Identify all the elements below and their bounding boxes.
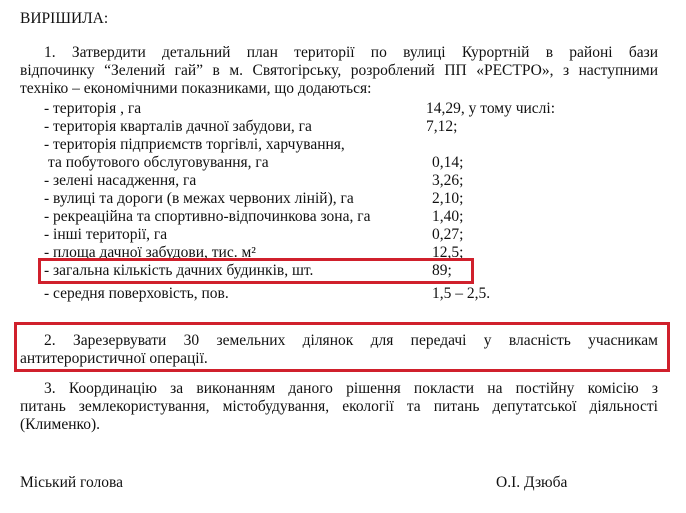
item3-line-1: 3. Координацію за виконанням даного рішення покласти на постійну комісію з	[44, 380, 658, 397]
indicator-label: та побутового обслуговування, га	[48, 154, 269, 171]
indicator-label: - середня поверховість, пов.	[44, 285, 229, 302]
indicator-label: - територія кварталів дачної забудови, га	[44, 118, 312, 135]
item2-line-2: антитерористичної операції.	[20, 350, 208, 367]
decision-heading: ВИРІШИЛА:	[20, 10, 109, 27]
signature-name: О.І. Дзюба	[496, 474, 568, 491]
indicator-value: 14,29, у тому числі:	[426, 100, 556, 117]
indicator-label: - площа дачної забудови, тис. м²	[44, 244, 256, 261]
item1-line-3: техніко – економічними показниками, що додаються:	[20, 80, 372, 97]
indicator-value: 12,5;	[432, 244, 464, 261]
item2-line-1: 2. Зарезервувати 30 земельних ділянок для передачі у власність учасникам	[44, 332, 658, 349]
indicator-label: - рекреаційна та спортивно-відпочинкова зона, га	[44, 208, 371, 225]
item1-line-2: відпочинку “Зелений гай” в м. Святогірську, розроблений ПП «РЕСТРО», з наступними	[20, 62, 658, 79]
item3-line-3: (Клименко).	[20, 416, 101, 433]
signature-position: Міський голова	[20, 474, 124, 491]
indicator-label: - зелені насадження, га	[44, 172, 197, 189]
indicator-value-highlighted: 89;	[432, 262, 452, 279]
indicator-label: - територія , га	[44, 100, 142, 117]
indicator-value: 1,5 – 2,5.	[432, 285, 491, 302]
indicator-label: - інші території, га	[44, 226, 168, 243]
indicator-value: 3,26;	[432, 172, 464, 189]
indicator-label-highlighted: - загальна кількість дачних будинків, шт.	[44, 262, 314, 279]
indicator-label: - територія підприємств торгівлі, харчування,	[44, 136, 345, 153]
item3-line-2: питань землекористування, містобудування, екології та питань депутатської діяльності	[20, 398, 658, 415]
indicator-value: 0,27;	[432, 226, 464, 243]
indicator-value: 2,10;	[432, 190, 464, 207]
indicator-value: 0,14;	[432, 154, 464, 171]
indicator-value: 1,40;	[432, 208, 464, 225]
indicator-value: 7,12;	[426, 118, 458, 135]
item1-line-1: 1. Затвердити детальний план території по вулиці Курортній в районі бази	[44, 44, 658, 61]
indicator-label: - вулиці та дороги (в межах червоних ліній), га	[44, 190, 354, 207]
